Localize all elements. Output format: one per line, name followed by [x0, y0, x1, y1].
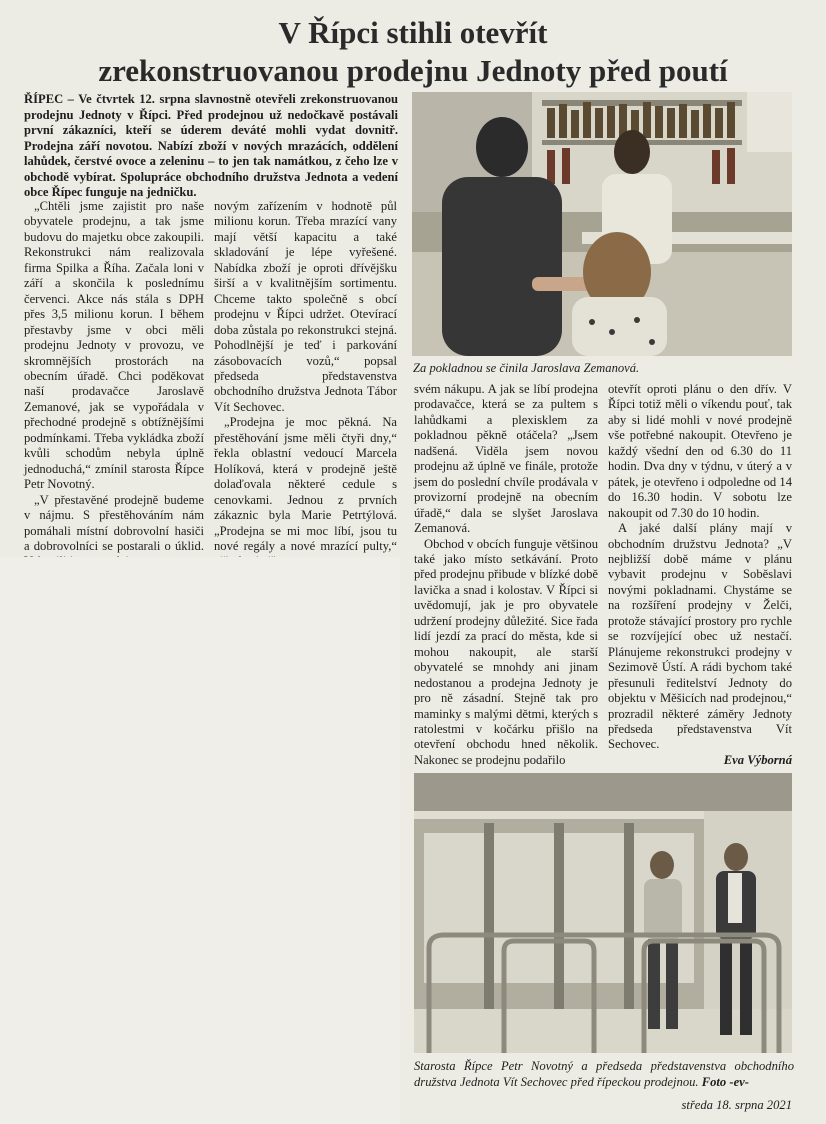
headline-line-1: V Řípci stihli otevřít — [278, 15, 548, 50]
paragraph: svém nákupu. A jak se líbí prodejna prodavačce, která se za pultem s lahůdkami a plexisklem za pokladnou pěkně otáčela? „Jsem nadšená. Viděla jsem novou prodejnu až úplně ve finále, protože jsem do poslední chvíle prodávala v provizorní prodejně na obecním úřadě,“ dala se slyšet Jaroslava Zemanová. — [414, 382, 598, 536]
page-footer-date: středa 18. srpna 2021 — [681, 1098, 792, 1112]
article-column-2 — [214, 199, 397, 570]
paragraph: „V přestavěné prodejně budeme v nájmu. S přestěhováním nám pomáhali místní dobrovolní hasiči a dobrovolníci se postarali o úklid. — [24, 492, 204, 553]
paragraph: Obchod v obcích funguje většinou také jako místo setkávání. Proto před prodejnu přibude v blízké době lavička a snad i kolostav. V Řípci si uvědomují, jak je pro obyvatele udržení prodejny důležité. Sice řada lidí jezdí za prací do města, kde si mohou nakoupit, ale starší obyvatelé se mnohdy ani jinam nedostanou a prodejna Jednoty je pro ně zásadní. Stejně tak pro maminky s malými dětmi, kterých s ratolestmi v kočárku přišlo na otevření obchodu hned několik. Nakonec se prodejnu podařilo — [414, 536, 598, 767]
article-column-3 — [414, 382, 598, 768]
photo-caption-2 — [414, 1059, 794, 1090]
photo-credit: Foto -ev- — [701, 1074, 749, 1089]
photo-shop-exterior — [414, 773, 792, 1053]
article-column-1 — [24, 199, 204, 570]
paragraph: „Chtěli jsme zajistit pro naše obyvatele prodejnu, a tak jsme budovu do majetku obce zakoupili. Rekonstrukci nám realizovala firma Spilka a Říha. Začala loni v září a skončila k poslednímu červenci. Akce nás stála s DPH přes 3,5 milionu korun. I během přestavby jsme v obci měli prodejnu Jednoty v provozu, ve skromnějších prostorách na obecním úřadě. Chci poděkovat naší prodavačce Jaroslavě Zemanové, jak se vypořádala v přechodné prodejně s obtížnějšími podmínkami. Třeba vykládka zboží kvůli schodům nebyla úplně jednoduchá,“ zmínil starosta Řípce Petr Novotný. — [24, 199, 204, 492]
lead-paragraph: ŘÍPEC – Ve čtvrtek 12. srpna slavnostně otevřeli zrekonstruovanou prodejnu Jednoty v Řípci. Před prodejnou už nedočkavě postávali první zákazníci, kteří se úderem deváté mohli vydat dovnitř. Prodejna září novotou. Nabízí zboží v nových mrazácích, oddělení lahůdek, čerstvé ovoce a zeleninu – to jen tak namátkou, z čeho lze v obchodě vybírat. Spolupráce obchodního družstva Jednota a vedení obce Řípec funguje na jedničku. — [24, 92, 398, 199]
photo-caption-1: Za pokladnou se činila Jaroslava Zemanová. — [413, 361, 640, 375]
paragraph: novým zařízením v hodnotě půl milionu korun. Třeba mrazící vany mají větší kapacitu a také skladování je lépe vyřešené. Nabídka zboží je oproti dřívějšku širší a v kvalitnějším sortimentu. Chceme takto společně s obcí prodejnu v Řípci udržet. Otevírací doba zůstala po rekonstrukci stejná. Pohodlnější je teď i parkování zásobovacích vozů,“ popsal předseda představenstva obchodního družstva Jednota Tábor Vít Sechovec. — [214, 199, 397, 414]
photo-shop-counter — [412, 92, 792, 356]
photo-caption-2-text: Starosta Řípce Petr Novotný a předseda představenstva obchodního družstva Jednota Vít Sechovec před řípeckou prodejnou. — [414, 1059, 794, 1089]
author-byline: Eva Výborná — [723, 752, 792, 767]
paragraph: „Prodejna je moc pěkná. Na přestěhování jsme měli čtyři dny,“ řekla oblastní vedoucí Marcela Holíková, která v prodejně ještě dolaďovala některé cedule s cenovkami. Jednou z prvních zákaznic byla Marie Petrtýlová. „Prodejna se mi moc líbí, jsou tu nové regály a nové mrazící pulty,“ — [214, 415, 397, 553]
paragraph: otevřít oproti plánu o den dřív. V Řípci totiž měli o víkendu pouť, tak aby si lidé mohli v nové prodejně vše potřebné nakoupit. Otevřeno je každý všední den od 6.30 do 11 hodin. Dva dny v týdnu, v úterý a v pátek, je otevřeno i odpoledne od 14 do 16.30 hodin. V sobotu lze nakoupit od 7.30 do 10 hodin. — [608, 382, 792, 520]
article-column-4 — [608, 382, 792, 768]
paragraph: A jaké další plány mají v obchodním družstvu Jednota? „V nejbližší době máme v plánu vybavit prodejnu v Soběslavi novými pokladnami. Chystáme se na rozšíření prodejny v Želči, protože stávající prostory pro rychle se rozvíjející obec už nestačí. Plánujeme rekonstrukci prodejny v Sezimově Ústí. A rádi bychom také přesunuli ředitelství Jednoty do objektu v Měšicích nad prodejnou,“ prozradil některé záměry Jednoty předseda představenstva Vít Sechovec. — [608, 521, 792, 752]
headline — [0, 14, 826, 90]
headline-line-2: zrekonstruovanou prodejnu Jednoty před poutí — [98, 53, 728, 88]
blank-area — [0, 557, 400, 1124]
